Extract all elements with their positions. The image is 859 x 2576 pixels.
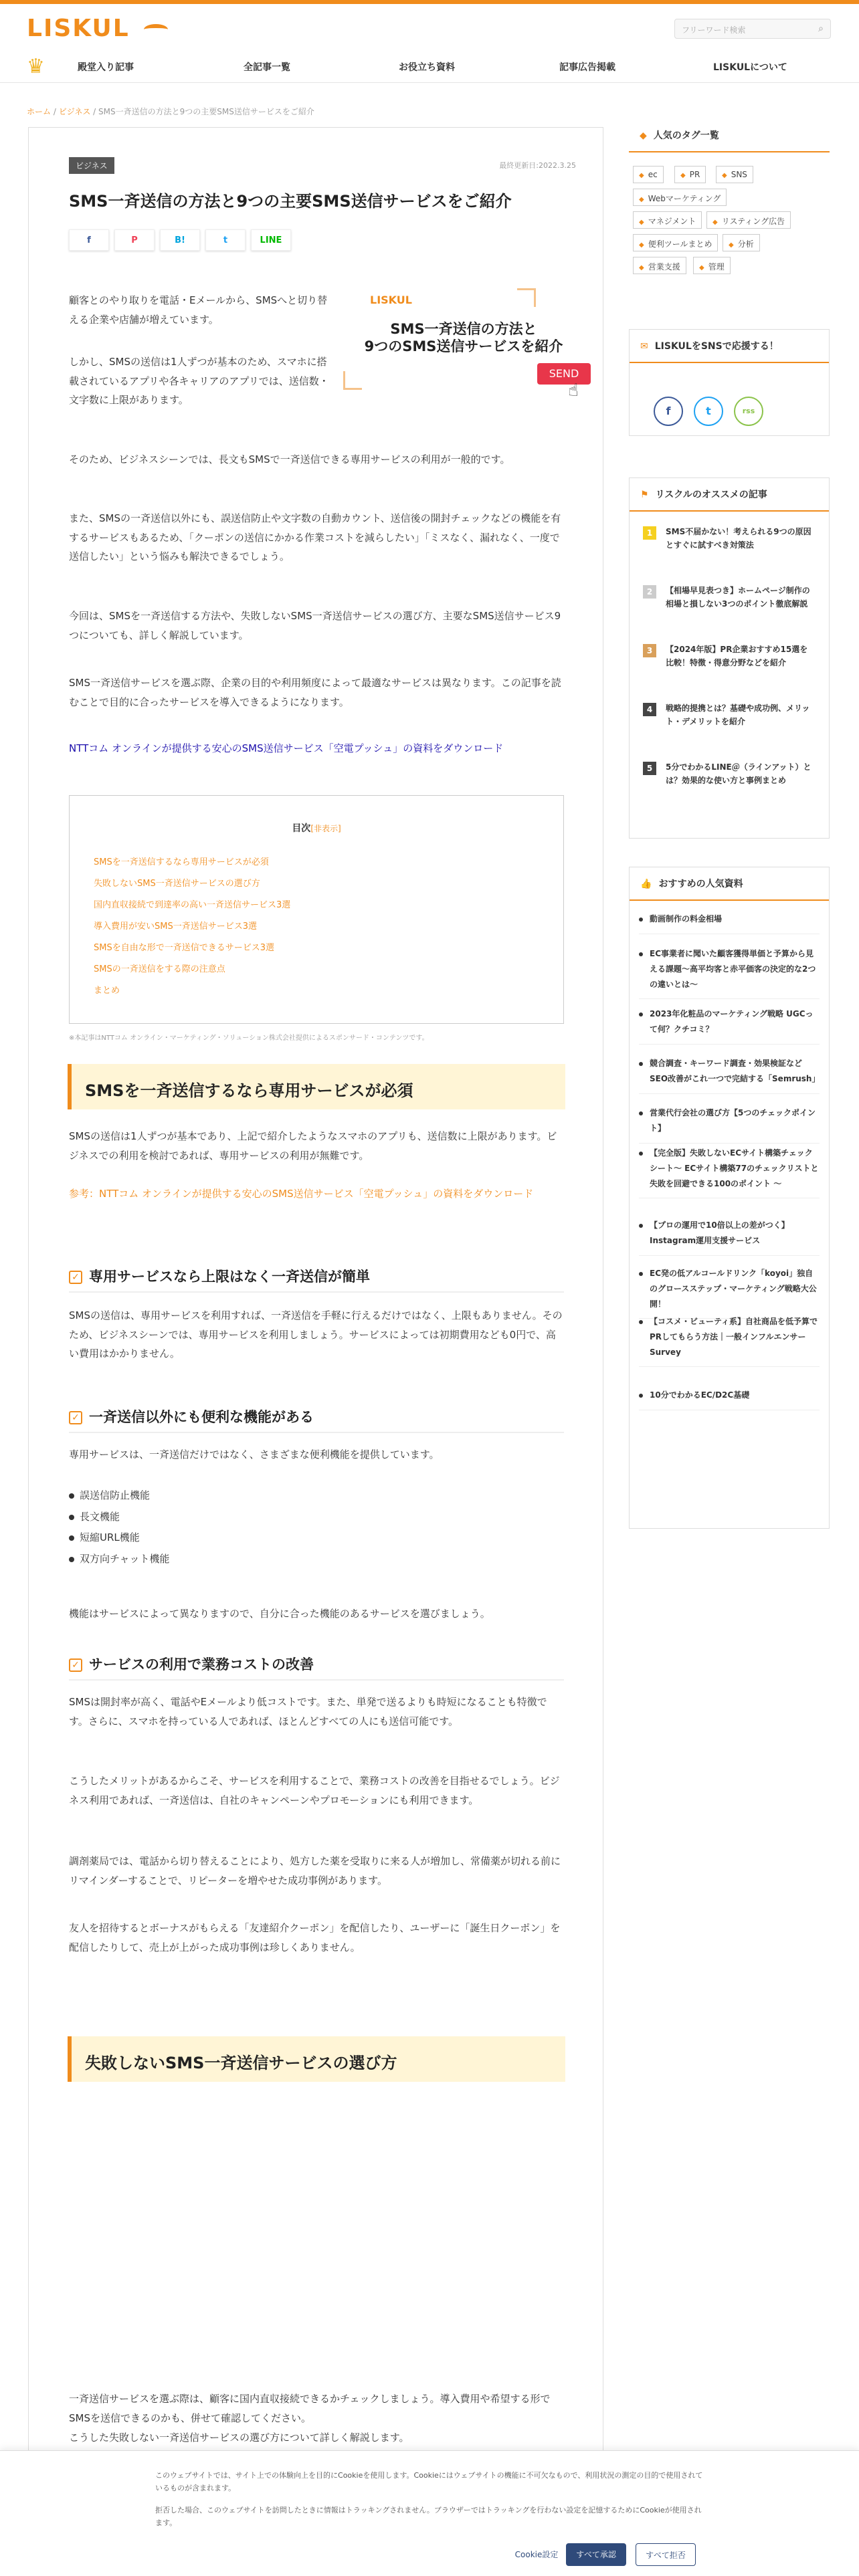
popular-tags-title: ◆ 人気のタグ一覧	[629, 119, 830, 152]
toc-item[interactable]: SMSの一斉送信をする際の注意点	[94, 964, 225, 974]
share-facebook-button[interactable]: f	[69, 229, 109, 251]
breadcrumb-separator: /	[93, 107, 99, 116]
hand-cursor-icon: ☝	[568, 381, 579, 401]
section2-paragraph-2: こうした失敗しない一斉送信サービスの選び方について詳しく解説します。	[69, 2432, 409, 2444]
hero-send-badge: SEND	[537, 363, 591, 385]
twitter-icon[interactable]: t	[694, 397, 723, 426]
section2-paragraph-1: 一斉送信サービスを選ぶ際は、顧客に国内直収接続できるかチェックしましょう。導入費用や希望する形でSMSを送信できるのかも、併せて確認してください。	[69, 2393, 551, 2424]
toc-item[interactable]: SMSを自由な形で一斉送信できるサービス3選	[94, 943, 274, 953]
subsection2-paragraph: 専用サービスは、一斉送信だけではなく、さまざまな便利機能を提供しています。	[69, 1448, 440, 1461]
share-line-button[interactable]: LINE	[251, 229, 291, 251]
breadcrumb	[27, 106, 314, 117]
cookie-text-2: 拒否した場合、このウェブサイトを訪問したときに情報はトラッキングされません。ブラウザーではトラッキングを行わない設定を記憶するためにCookieが使用されます。	[155, 2506, 702, 2527]
ranking-article-link[interactable]: 【2024年版】PR企業おすすめ15選を比較！特徴・得意分野などを紹介	[666, 645, 808, 668]
resource-link[interactable]: 競合調査・キーワード調査・効果検証などSEO改善がこれ一つで完結する「Semrush」	[639, 1056, 820, 1094]
feature-list	[69, 1485, 170, 1570]
subsection2-note: 機能はサービスによって異なりますので、自分に合った機能のあるサービスを選びましょう。	[69, 1608, 490, 1620]
breadcrumb-current: SMS一斉送信の方法と9つの主要SMS送信サービスをご紹介	[98, 107, 314, 116]
check-icon: ✓	[69, 1271, 82, 1284]
toc-title: 目次[非表示]	[292, 823, 341, 834]
section1-paragraph: SMSの送信は1人ずつが基本であり、上記で紹介したようなスマホのアプリも、送信数に上限があります。ビジネスでの利用を検討であれば、専用サービスの利用が無難です。	[69, 1130, 557, 1162]
resource-link[interactable]: 営業代行会社の選び方【5つのチェックポイント】	[639, 1105, 820, 1144]
popular-resources-box	[629, 867, 830, 1529]
reject-all-button[interactable]: すべて拒否	[636, 2543, 696, 2566]
ranking-article-link[interactable]: 【相場早見表つき】ホームページ制作の相場と損しない3つのポイント徹底解説	[666, 586, 810, 609]
breadcrumb-separator: /	[53, 107, 59, 116]
tag-link[interactable]: ◆ マネジメント	[633, 211, 702, 229]
site-header	[0, 4, 859, 44]
resource-link[interactable]: 動画制作の料金相場	[639, 911, 820, 934]
tag-link[interactable]: ◆ 分析	[723, 234, 760, 251]
share-pocket-button[interactable]: P	[114, 229, 155, 251]
reference-link[interactable]: 参考：NTTコム オンラインが提供する安心のSMS送信サービス「空電プッシュ」の資料をダウンロード	[69, 1188, 534, 1200]
resource-link[interactable]: 2023年化粧品のマーケティング戦略 UGCって何？クチコミ？	[639, 1006, 820, 1045]
follow-sns-box	[629, 329, 830, 436]
subsection3-paragraph-4: 友人を招待するとボーナスがもらえる「友達紹介クーポン」を配信したり、ユーザーに「誕生日クーポン」を配信したりして、売上が上がった成功事例は珍しくありません。	[69, 1922, 561, 1953]
toc-item[interactable]: SMSを一斉送信するなら専用サービスが必須	[94, 857, 269, 867]
cookie-text-1: このウェブサイトでは、サイト上での体験向上を目的にCookieを使用します。Cookieにはウェブサイトの機能に不可欠なもので、利用状況の測定の目的で使用されているものが含まれます。	[155, 2471, 703, 2492]
thumbs-up-icon: 👍	[640, 879, 652, 889]
popular-resources-title: 👍 おすすめの人気資料	[630, 867, 829, 901]
search-placeholder: フリーワード検索	[682, 25, 746, 35]
toc-toggle[interactable]: [非表示]	[310, 824, 341, 833]
hero-title-line2: 9つのSMS送信サービスを紹介	[364, 338, 563, 355]
section-heading-required-service: SMSを一斉送信するなら専用サービスが必須	[68, 1064, 565, 1109]
share-hatena-button[interactable]: B!	[160, 229, 200, 251]
tag-link[interactable]: ◆ 管理	[693, 257, 731, 274]
rank-badge: 2	[643, 585, 656, 599]
subsection3-paragraph-2: こうしたメリットがあるからこそ、サービスを利用することで、業務コストの改善を目指せるでしょう。ビジネス利用であれば、一斉送信は、自社のキャンペーンやプロモーションにも利用できます。	[69, 1775, 560, 1806]
logo-swoosh-icon	[144, 24, 168, 35]
rank-badge: 1	[643, 526, 656, 540]
search-icon[interactable]: ⌕	[818, 23, 824, 34]
rank-badge: 4	[643, 703, 656, 716]
updated-date: 最終更新日:2022.3.25	[499, 161, 576, 170]
crown-icon: ♛	[27, 55, 45, 78]
resource-link[interactable]: 10分でわかるEC/D2C基礎	[639, 1388, 820, 1410]
section-heading-how-to-choose: 失敗しないSMS一斉送信サービスの選び方	[68, 2036, 565, 2082]
tag-icon: ◆	[640, 130, 647, 141]
resource-link[interactable]: 【プロの運用で10倍以上の差がつく】Instagram運用支援サービス	[639, 1218, 820, 1256]
promo-download-link[interactable]: NTTコム オンラインが提供する安心のSMS送信サービス「空電プッシュ」の資料をダウンロード	[69, 742, 504, 754]
subsection3-paragraph-3: 調剤薬局では、電話から切り替えることにより、処方した薬を受取りに来る人が増加し、常備薬が切れる前にリマインダーすることで、リピーターを増やせた成功事例があります。	[69, 1855, 561, 1887]
recommended-articles-box	[629, 477, 830, 839]
follow-sns-title: ✉ LISKULをSNSで応援する！	[630, 330, 829, 363]
mail-icon: ✉	[640, 341, 648, 352]
list-item: 誤送信防止機能	[69, 1485, 170, 1507]
article-card	[28, 127, 603, 2548]
cookie-settings-button[interactable]: Cookie設定	[514, 2550, 559, 2559]
tag-link[interactable]: ◆ リスティング広告	[706, 211, 791, 229]
check-icon: ✓	[69, 1658, 82, 1672]
hero-title-line1: SMS一斉送信の方法と	[390, 321, 537, 337]
rank-badge: 5	[643, 762, 656, 775]
search-input[interactable]	[674, 19, 831, 39]
flag-icon: ⚑	[640, 490, 649, 500]
article-title: SMS一斉送信の方法と9つの主要SMS送信サービスをご紹介	[69, 192, 512, 211]
nav-all-articles[interactable]: 全記事一覧	[244, 62, 290, 73]
rank-badge: 3	[643, 644, 656, 657]
subheading-cost: ✓ サービスの利用で業務コストの改善	[69, 1654, 564, 1681]
accept-all-button[interactable]: すべて承認	[566, 2543, 626, 2566]
tag-link[interactable]: ◆ PR	[674, 166, 706, 183]
share-twitter-button[interactable]: t	[205, 229, 246, 251]
toc-item[interactable]: 国内直収接続で到達率の高い一斉送信サービス3選	[94, 900, 291, 910]
intro-paragraph-1: 顧客とのやり取りを電話・Eメールから、SMSへと切り替える企業や店舗が増えています。	[69, 294, 328, 326]
intro-paragraph-5: 今回は、SMSを一斉送信する方法や、失敗しないSMS一斉送信サービスの選び方、主要なSMS送信サービス9つについても、詳しく解説しています。	[69, 610, 561, 641]
toc-item[interactable]: 導入費用が安いSMS一斉送信サービス3選	[94, 922, 257, 932]
breadcrumb-category[interactable]: ビジネス	[58, 107, 91, 116]
hero-image	[343, 288, 584, 401]
ranking-article-link[interactable]: 5分でわかるLINE＠（ラインアット）とは？効果的な使い方と事例まとめ	[666, 762, 812, 786]
corner-mark-top-right	[517, 288, 536, 307]
subheading-no-limit: ✓ 専用サービスなら上限はなく一斉送信が簡単	[69, 1266, 564, 1293]
intro-paragraph-3: そのため、ビジネスシーンでは、長文もSMSで一斉送信できる専用サービスの利用が一般的です。	[69, 453, 510, 465]
toc-item[interactable]: まとめ	[94, 986, 120, 996]
category-badge[interactable]: ビジネス	[69, 157, 114, 174]
toc-item[interactable]: 失敗しないSMS一斉送信サービスの選び方	[94, 879, 260, 889]
list-item: 短縮URL機能	[69, 1527, 170, 1549]
tag-link[interactable]: ◆ 営業支援	[633, 257, 686, 274]
nav-resources[interactable]: お役立ち資料	[399, 62, 455, 73]
intro-paragraph-2: しかし、SMSの送信は1人ずつが基本のため、スマホに搭載されているアプリや各キャリアのアプリでは、送信数・文字数に上限があります。	[69, 356, 329, 406]
check-icon: ✓	[69, 1411, 82, 1424]
tag-link[interactable]: ◆ 便利ツールまとめ	[633, 234, 718, 251]
resource-link[interactable]: 【完全版】失敗しないECサイト構築チェックシート〜 ECサイト構築77のチェックリストと失敗を回避できる100のポイント 〜	[639, 1146, 820, 1198]
ranking-article-link[interactable]: 戦略的提携とは？基礎や成功例、メリット・デメリットを紹介	[666, 704, 810, 727]
table-of-contents	[69, 795, 564, 1024]
nav-hall-of-fame[interactable]: 殿堂入り記事	[78, 62, 134, 73]
rss-icon[interactable]: rss	[734, 397, 763, 426]
intro-paragraph-6: SMS一斉送信サービスを選ぶ際、企業の目的や利用頻度によって最適なサービスは異なります。この記事を読むことで目的に合ったサービスを導入できるようになります。	[69, 677, 561, 708]
tag-link[interactable]: ◆ SNS	[716, 166, 753, 183]
main-nav	[0, 48, 859, 83]
subsection3-paragraph-1: SMSは開封率が高く、電話やEメールより低コストです。また、単発で送るよりも時短になることも特徴です。さらに、スマホを持っている人であれば、ほとんどすべての人にも送信可能です。	[69, 1696, 547, 1727]
resource-link[interactable]: EC事業者に聞いた顧客獲得単価と予算から見える課題〜高平均客と赤平価客の決定的な2つの違いとは〜	[639, 946, 820, 999]
popular-tags-box	[629, 119, 830, 301]
tag-link[interactable]: ◆ Webマーケティング	[633, 189, 727, 206]
list-item: 双方向チャット機能	[69, 1549, 170, 1570]
facebook-icon[interactable]: f	[654, 397, 683, 426]
nav-about[interactable]: LISKULについて	[713, 62, 787, 73]
intro-paragraph-4: また、SMSの一斉送信以外にも、誤送信防止や文字数の自動カウント、送信後の開封チェックなどの機能を有するサービスもあるため、「クーポンの送信にかかる作業コストを減らしたい」「ミスなく、漏れなく、一度で送信したい」という悩みも解決できるでしょう。	[69, 512, 561, 562]
subsection1-paragraph: SMSの送信は、専用サービスを利用すれば、一斉送信を手軽に行えるだけではなく、上限もありません。そのため、ビジネスシーンでは、専用サービスを利用しましょう。サービスによっては初期費用なども0円で、高い費用はかかりません。	[69, 1309, 563, 1360]
tag-link[interactable]: ◆ ec	[633, 166, 664, 183]
site-logo[interactable]: LISKUL	[27, 15, 130, 42]
sponsor-note: ※本記事はNTTコム オンライン・マーケティング・ソリューション株式会社提供によるスポンサード・コンテンツです。	[69, 1035, 429, 1042]
subheading-features: ✓ 一斉送信以外にも便利な機能がある	[69, 1406, 564, 1433]
ranking-article-link[interactable]: SMS不届かない！考えられる9つの原因とすぐに試すべき対策法	[666, 527, 812, 550]
recommended-articles-title: ⚑ リスクルのオススメの記事	[630, 478, 829, 512]
corner-mark-bottom-left	[343, 371, 362, 390]
hero-title	[343, 320, 584, 356]
cookie-banner	[0, 2450, 859, 2576]
nav-ad-placement[interactable]: 記事広告掲載	[559, 62, 615, 73]
hero-logo: LISKUL	[370, 294, 412, 306]
breadcrumb-home[interactable]: ホーム	[27, 107, 52, 116]
resource-link[interactable]: 【コスメ・ビューティ系】自社商品を低予算でPRしてもらう方法｜一般インフルエンサーSurvey	[639, 1314, 820, 1367]
list-item: 長文機能	[69, 1507, 170, 1528]
resource-link[interactable]: EC発の低アルコールドリンク「koyoi」独自のグロースステップ・マーケティング戦略大公開！	[639, 1266, 820, 1319]
